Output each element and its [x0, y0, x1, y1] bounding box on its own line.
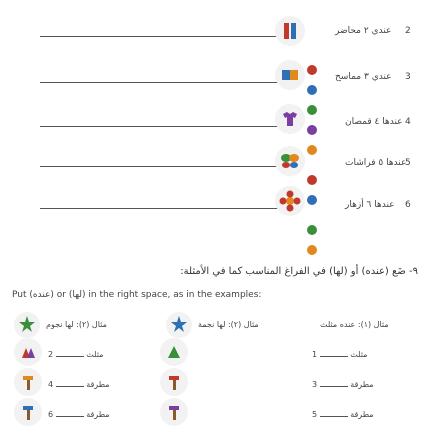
- exercise-picture: [14, 398, 42, 426]
- example-answer: لها نجوم: [46, 320, 74, 329]
- example-picture: [14, 312, 40, 338]
- exercise-blank[interactable]: [56, 386, 84, 387]
- triangle-icon: [160, 338, 188, 366]
- row-label: عندها ٤ قمصان: [345, 117, 403, 127]
- row-number: 4: [405, 117, 411, 127]
- example-picture: [166, 312, 192, 338]
- exercise-word: مطرقة: [86, 380, 110, 389]
- row-label: عندي ٢ محاضر: [335, 26, 392, 36]
- answer-line[interactable]: [40, 208, 280, 209]
- example-label: مثال (١):: [357, 320, 389, 329]
- exercise-number: 1: [312, 350, 318, 359]
- row-number: 6: [405, 200, 411, 210]
- example-answer: عنده مثلث: [320, 320, 356, 329]
- instruction-english: Put (عنده) or (لها) in the right space, as in the examples:: [12, 290, 262, 300]
- exercise-blank[interactable]: [56, 356, 84, 357]
- picture-circle-5: [275, 146, 305, 176]
- example-text: [46, 320, 107, 329]
- example-text: [198, 320, 259, 329]
- exercise-picture: [160, 398, 188, 426]
- row-number: 3: [405, 72, 411, 82]
- instruction-arabic: ٩- ضَع (عنده) أو (لها) في الفراغ المناسب كما في الأمثلة:: [180, 266, 418, 277]
- exercise-item: [312, 380, 374, 389]
- hammer-icon: [160, 368, 188, 396]
- example-text: [320, 320, 389, 329]
- exercise-word: مطرقة: [350, 410, 374, 419]
- example-label: مثال (٢):: [227, 320, 259, 329]
- row-label: عندها ٥ فراشات: [345, 158, 407, 168]
- exercise-item: [48, 380, 110, 389]
- row-label: عندي ٣ مماسح: [335, 72, 392, 82]
- answer-line[interactable]: [40, 166, 280, 167]
- answer-line[interactable]: [40, 82, 280, 83]
- example-label: مثال (٢):: [76, 320, 107, 329]
- star-icon: [166, 312, 192, 338]
- triangles-icon: [14, 338, 42, 366]
- picture-circle-2: [275, 16, 305, 46]
- hammers-icon: [14, 368, 42, 396]
- exercise-number: 3: [312, 380, 318, 389]
- exercise-blank[interactable]: [320, 386, 348, 387]
- row-label: عندها ٦ أزهار: [345, 200, 395, 210]
- exercise-picture: [14, 338, 42, 366]
- exercise-picture: [160, 368, 188, 396]
- example-answer: لها نجمة: [198, 320, 226, 329]
- decorative-icons-column: [305, 30, 319, 260]
- exercise-number: 6: [48, 410, 54, 419]
- hammer-icon: [160, 398, 188, 426]
- hammers-icon: [14, 398, 42, 426]
- exercise-number: 4: [48, 380, 54, 389]
- erasers-icon: [275, 60, 305, 90]
- exercise-item: [312, 410, 374, 419]
- exercise-number: 5: [312, 410, 318, 419]
- shirts-icon: [275, 104, 305, 134]
- exercise-word: مطرقة: [350, 380, 374, 389]
- icon-stack: [305, 30, 319, 260]
- exercise-word: مثلث: [86, 350, 104, 359]
- answer-line[interactable]: [40, 36, 280, 37]
- exercise-item: [48, 350, 103, 359]
- picture-circle-4: [275, 104, 305, 134]
- exercise-blank[interactable]: [56, 416, 84, 417]
- exercise-word: مثلث: [350, 350, 368, 359]
- exercise-word: مطرقة: [86, 410, 110, 419]
- exercise-blank[interactable]: [320, 356, 348, 357]
- exercise-blank[interactable]: [320, 416, 348, 417]
- answer-line[interactable]: [40, 126, 280, 127]
- exercise-picture: [160, 338, 188, 366]
- row-number: 5: [405, 158, 411, 168]
- picture-circle-6: [275, 186, 305, 216]
- flowers-icon: [275, 186, 305, 216]
- row-number: 2: [405, 26, 411, 36]
- exercise-picture: [14, 368, 42, 396]
- rulers-icon: [275, 16, 305, 46]
- exercise-item: [312, 350, 367, 359]
- stars-icon: [14, 312, 40, 338]
- butterflies-icon: [275, 146, 305, 176]
- exercise-number: 2: [48, 350, 54, 359]
- exercise-item: [48, 410, 110, 419]
- picture-circle-3: [275, 60, 305, 90]
